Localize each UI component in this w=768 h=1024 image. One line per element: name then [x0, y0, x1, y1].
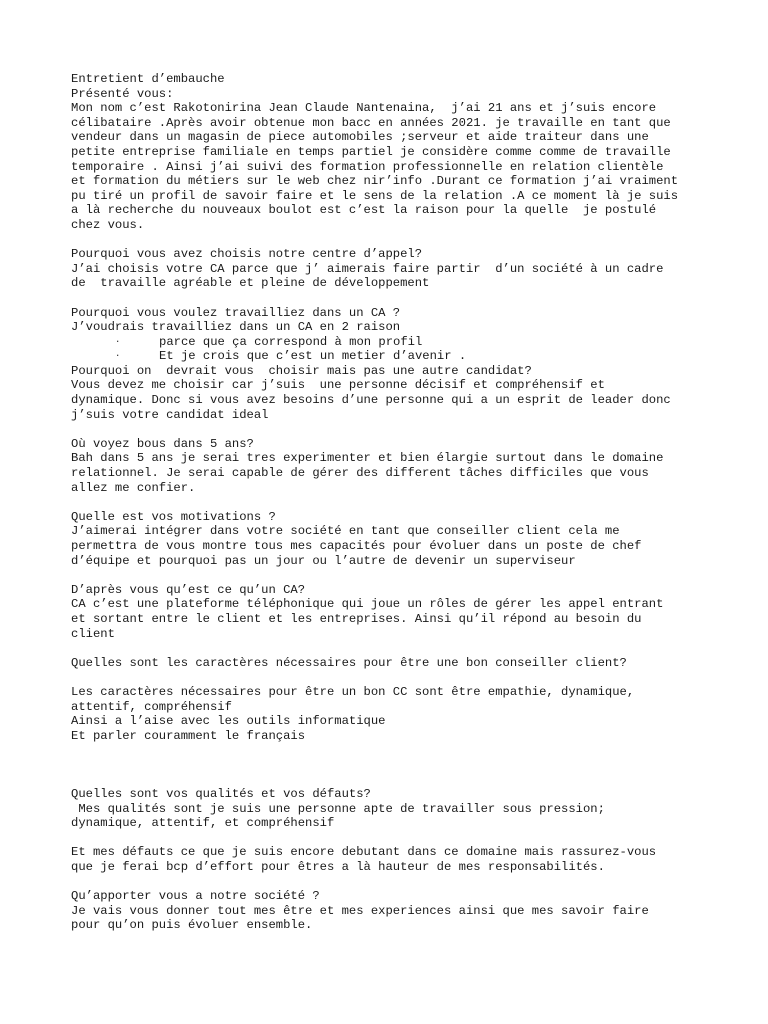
spacer — [71, 568, 711, 583]
answer-line: dynamique. Donc si vous avez besoins d’une personne qui a un esprit de leader donc — [71, 393, 671, 408]
intro-line: pu tiré un profil de savoir faire et le sens de la relation .A ce moment là je suis — [71, 188, 679, 203]
intro-line: et formation du métiers sur le web chez nir’info .Durant ce formation j’ai vraiment — [71, 174, 679, 189]
answer-line: dynamique, attentif, et compréhensif — [71, 816, 335, 831]
intro-line: célibataire .Après avoir obtenue mon bacc en années 2021. je travaille en tant que — [71, 115, 671, 130]
answer-line: J’aimerai intégrer dans votre société en tant que conseiller client cela me — [71, 524, 620, 539]
intro-heading: Présenté vous: — [71, 86, 174, 101]
answer-line: client — [71, 626, 115, 641]
answer-line: CA c’est une plateforme téléphonique qui joue un rôles de gérer les appel entrant — [71, 597, 664, 612]
answer-line: J’ai choisis votre CA parce que j’ aimerais faire partir d’un société à un cadre — [71, 261, 664, 276]
spacer — [71, 233, 711, 248]
spacer — [71, 758, 711, 773]
spacer — [71, 291, 711, 306]
answer-line: que je ferai bcp d’effort pour êtres a là hauteur de mes responsabilités. — [71, 860, 605, 875]
question: D’après vous qu’est ce qu’un CA? — [71, 582, 306, 597]
answer-line: Et mes défauts ce que je suis encore debutant dans ce domaine mais rassurez-vous — [71, 845, 657, 860]
intro-line: vendeur dans un magasin de piece automobiles ;serveur et aide traiteur dans une — [71, 130, 649, 145]
document-page — [71, 72, 711, 933]
spacer — [71, 495, 711, 510]
spacer — [71, 875, 711, 890]
question: Qu’apporter vous a notre société ? — [71, 889, 320, 904]
intro-line: Mon nom c’est Rakotonirina Jean Claude Nantenaina, j’ai 21 ans et j’suis encore — [71, 101, 657, 116]
answer-line: permettra de vous montre tous mes capacités pour évoluer dans un poste de chef — [71, 539, 642, 553]
answer-line: Les caractères nécessaires pour être un bon CC sont être empathie, dynamique, — [71, 684, 635, 699]
answer-line: Ainsi a l’aise avec les outils informatique — [71, 714, 386, 729]
answer-line: de travaille agréable et pleine de développement — [71, 276, 430, 291]
intro-line: temporaire . Ainsi j’ai suivi des formation professionnelle en relation clientèle — [71, 159, 664, 174]
question: Quelles sont les caractères nécessaires pour être une bon conseiller client? — [71, 655, 627, 670]
spacer — [71, 773, 711, 788]
spacer — [71, 743, 711, 758]
question: Où voyez bous dans 5 ans? — [71, 436, 254, 451]
answer-line: Et parler couramment le français — [71, 728, 306, 743]
answer-line: Vous devez me choisir car j’suis une personne décisif et compréhensif et — [71, 378, 605, 393]
question: Pourquoi vous voulez travailliez dans un CA ? — [71, 305, 401, 320]
answer-line: J’voudrais travailliez dans un CA en 2 raison — [71, 320, 401, 335]
document-title: Entretient d’embauche — [71, 72, 225, 86]
answer-line: j’suis votre candidat ideal — [71, 407, 269, 422]
intro-line: chez vous. — [71, 217, 145, 232]
spacer — [71, 641, 711, 656]
question: Pourquoi on devrait vous choisir mais pas une autre candidat? — [71, 363, 532, 378]
answer-line: Je vais vous donner tout mes être et mes experiences ainsi que mes savoir faire — [71, 903, 649, 918]
bullet-text: parce que ça correspond à mon profil — [159, 334, 423, 349]
answer-line: pour qu’on puis évoluer ensemble. — [71, 918, 313, 933]
question: Quelle est vos motivations ? — [71, 509, 276, 524]
spacer — [71, 670, 711, 685]
answer-line: attentif, compréhensif — [71, 699, 232, 714]
bullet-icon: · — [115, 336, 121, 347]
question: Quelles sont vos qualités et vos défauts? — [71, 787, 371, 802]
answer-line: Bah dans 5 ans je serai tres experimenter et bien élargie surtout dans le domaine — [71, 451, 664, 466]
answer-line: d’équipe et pourquoi pas un jour ou l’autre de devenir un superviseur — [71, 553, 576, 568]
intro-line: a là recherche du nouveaux boulot est c’est la raison pour la quelle je postulé — [71, 203, 657, 218]
spacer — [71, 422, 711, 437]
bullet-item — [71, 335, 711, 350]
answer-line: Mes qualités sont je suis une personne apte de travailler sous pression; — [71, 801, 605, 816]
bullet-text: Et je crois que c’est un metier d’avenir . — [159, 349, 467, 364]
intro-line: petite entreprise familiale en temps partiel je considère comme comme de travaille — [71, 144, 671, 159]
spacer — [71, 831, 711, 846]
question: Pourquoi vous avez choisis notre centre d’appel? — [71, 247, 423, 262]
bullet-icon: · — [115, 351, 121, 362]
answer-line: et sortant entre le client et les entreprises. Ainsi qu’il répond au besoin du — [71, 611, 642, 626]
answer-line: relationnel. Je serai capable de gérer des different tâches difficiles que vous — [71, 466, 649, 481]
answer-line: allez me confier. — [71, 480, 196, 495]
bullet-item — [71, 349, 711, 364]
